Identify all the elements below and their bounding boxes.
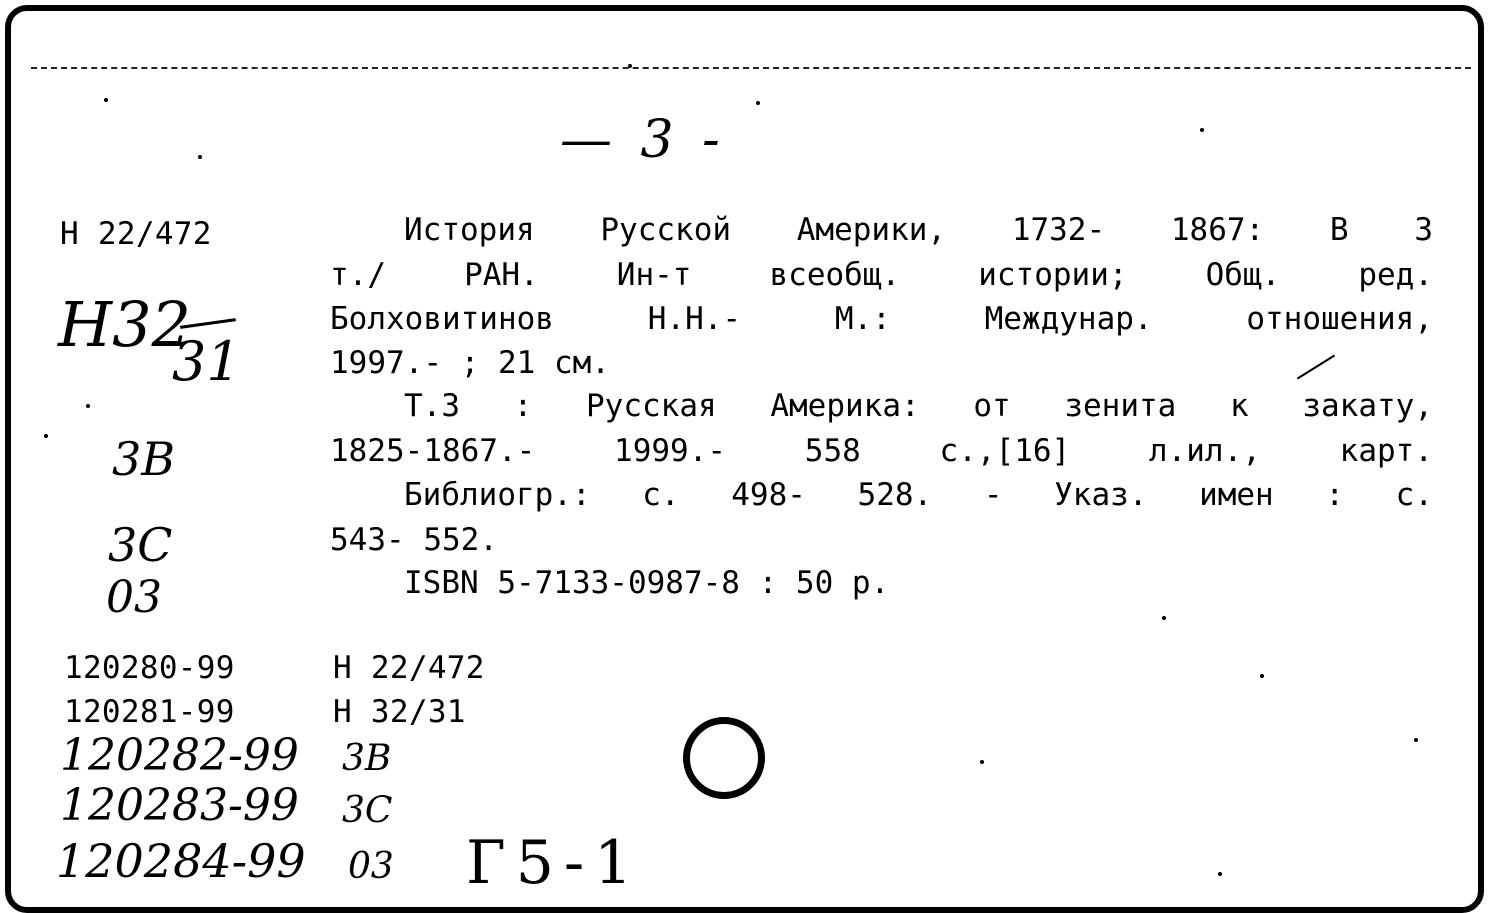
entry-line-4: 1997.- ; 21 см.: [330, 345, 610, 381]
handwritten-note: Г5-1: [466, 828, 643, 898]
speck: [1260, 674, 1264, 678]
speck: [44, 434, 48, 438]
shelfmark-sub: 31: [172, 330, 241, 393]
inventory-location-4: 3С: [342, 790, 393, 831]
speck: [628, 64, 632, 68]
speck: [86, 404, 90, 408]
speck: [1218, 872, 1222, 876]
entry-line-8: 543- 552.: [330, 522, 498, 558]
inventory-location-5: 03: [348, 846, 394, 887]
shelfmark-main: Н32: [58, 288, 191, 361]
speck: [756, 101, 760, 105]
page-marker: — 3 -: [560, 110, 726, 170]
entry-line-1: История Русской Америки, 1732- 1867: В 3: [404, 212, 1433, 248]
inventory-number-5: 120284-99: [56, 834, 306, 888]
speck: [1414, 738, 1418, 742]
entry-line-2: т./ РАН. Ин-т всеобщ. истории; Общ. ред.: [330, 257, 1433, 293]
top-divider: [31, 67, 1471, 69]
entry-line-7: Библиогр.: с. 498- 528. - Указ. имен : с.: [404, 477, 1433, 513]
entry-line-9: ISBN 5-7133-0987-8 : 50 р.: [404, 565, 890, 601]
inventory-location-2: Н 32/31: [333, 694, 466, 730]
inventory-number-1: 120280-99: [64, 650, 235, 686]
inventory-location-1: Н 22/472: [333, 650, 485, 686]
speck: [1162, 616, 1166, 620]
speck: [980, 760, 984, 764]
inventory-location-3: 3В: [342, 738, 392, 779]
location-code-2: 3С: [108, 518, 173, 572]
entry-line-3: Болховитинов Н.Н.- М.: Междунар. отношения,: [330, 301, 1433, 337]
entry-line-5: Т.3 : Русская Америка: от зенита к закату,: [404, 388, 1433, 424]
inventory-number-2: 120281-99: [64, 694, 235, 730]
speck: [104, 98, 108, 102]
location-code-1: 3В: [112, 432, 176, 486]
speck: [1200, 128, 1204, 132]
call-number: Н 22/472: [60, 216, 212, 252]
inventory-number-4: 120283-99: [60, 780, 299, 831]
entry-line-6: 1825-1867.- 1999.- 558 с.,[16] л.ил., карт.: [330, 433, 1433, 469]
inventory-number-3: 120282-99: [60, 730, 299, 781]
circle-mark: [683, 717, 765, 799]
speck: [198, 155, 202, 159]
location-code-3: 03: [106, 572, 162, 623]
